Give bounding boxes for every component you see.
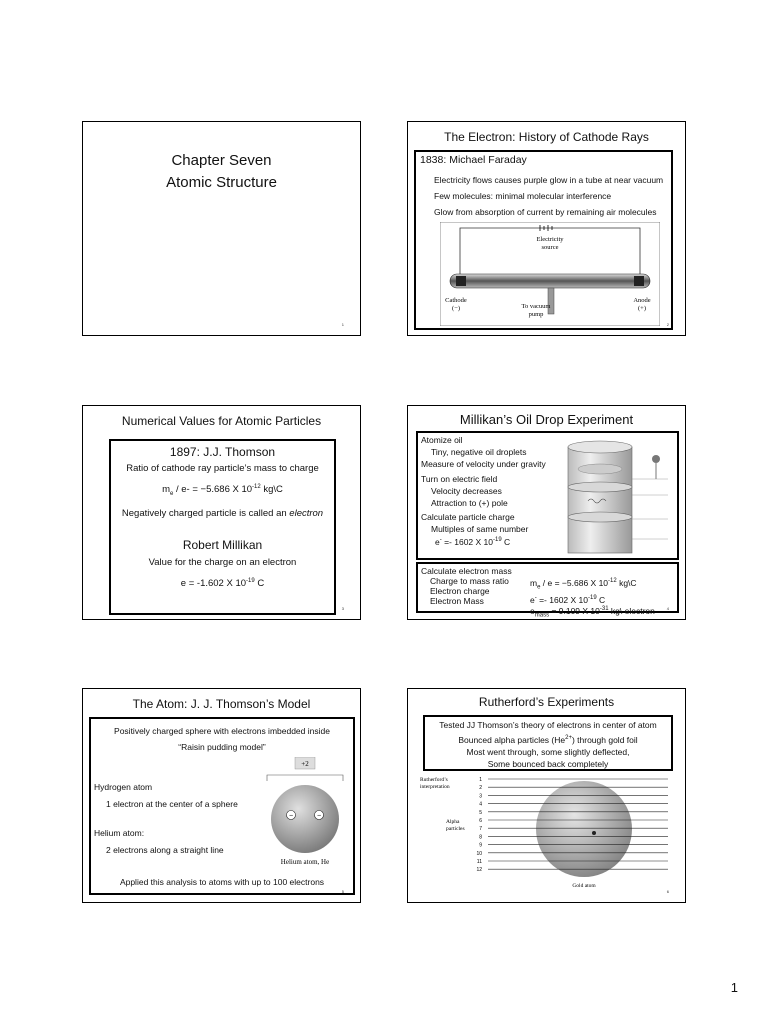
slide-number: 6	[666, 889, 669, 894]
line: Most went through, some slightly deflected,	[466, 746, 630, 757]
interpretation-label-1: Rutherford’s	[420, 777, 448, 783]
box-content	[111, 444, 334, 593]
ray-number: 7	[479, 826, 482, 833]
helium-heading: Helium atom:	[94, 828, 145, 838]
ray-number: 1	[479, 777, 482, 783]
bullet: Electricity flows causes purple glow in a tube at near vacuum	[434, 175, 664, 185]
bullet: Glow from absorption of current by remaining air molecules	[434, 207, 657, 217]
content-box	[109, 439, 336, 615]
oil-drop-apparatus-diagram	[560, 439, 676, 557]
experiment-text	[425, 719, 671, 771]
step-line: Measure of velocity under gravity	[421, 458, 546, 469]
slide-number: 4	[666, 606, 669, 611]
nucleus-charge: +2	[301, 760, 309, 768]
interpretation-label-2: interpretation	[420, 784, 450, 790]
anode-sign: (+)	[638, 305, 646, 312]
slide-6-title: Rutherford’s Experiments	[478, 695, 615, 709]
charge-value-line: Value for the charge on an electron	[148, 557, 297, 569]
ray-number: 2	[479, 785, 482, 792]
electron-minus: −	[288, 812, 294, 820]
content-box	[414, 150, 673, 330]
calc-value	[530, 604, 655, 620]
eq-m: m	[162, 484, 170, 496]
ray-number: 3	[479, 793, 482, 800]
positive-sphere	[271, 785, 339, 853]
eq2-unit: C	[254, 578, 265, 590]
slide-3	[82, 405, 361, 620]
v-sup: -19	[588, 594, 597, 601]
charge-unit: C	[501, 537, 511, 548]
pump-label-2: pump	[528, 311, 544, 318]
intro-line-1: Positively charged sphere with electrons imbedded inside	[114, 726, 330, 736]
step-line: Attraction to (+) pole	[431, 497, 508, 508]
ray-number: 12	[476, 867, 482, 874]
charge-body: =- 1602 X 10	[441, 537, 494, 548]
helium-atom-diagram	[261, 757, 349, 869]
v-sup: -12	[608, 578, 617, 584]
slide-1-title	[83, 150, 360, 194]
vacuum-pipe	[548, 288, 554, 314]
v-c: kg\ electron	[608, 606, 655, 617]
alpha-label-1: Alpha	[446, 819, 460, 825]
v-sub: mass	[534, 612, 550, 619]
v-a: m	[530, 577, 538, 588]
hydrogen-heading: Hydrogen atom	[94, 782, 153, 792]
line-sup: 2+	[565, 734, 572, 741]
slide-4-title: Millikan’s Oil Drop Experiment	[459, 412, 634, 427]
v-c: C	[596, 594, 606, 605]
charge-sup: -	[439, 537, 442, 544]
eq-body: / e- = −5.686 X 10	[173, 484, 253, 496]
glass-tube	[450, 274, 650, 288]
v-b: = 9.109 X 10	[549, 606, 600, 617]
v-b: / e = −5.686 X 10	[540, 577, 609, 588]
cathode-ray-tube-diagram	[440, 222, 660, 326]
calc-label: Electron charge	[430, 586, 490, 596]
source-label-1: Electricity	[536, 236, 564, 243]
content-box	[89, 717, 355, 895]
line: Some bounced back completely	[487, 759, 609, 770]
source-label-2: source	[541, 244, 559, 251]
line-b: ) through gold foil	[571, 734, 638, 745]
slide-number: 1	[341, 322, 344, 327]
ray-number: 9	[479, 842, 482, 849]
eq2-sup: -19	[246, 578, 255, 585]
intro-line-2: “Raisin pudding model”	[178, 742, 266, 752]
slide-4	[407, 405, 686, 620]
charge-e: e	[435, 537, 440, 548]
cathode-label: Cathode	[445, 297, 467, 304]
atomizer-icon	[652, 455, 660, 463]
millikan-heading: Robert Millikan	[182, 538, 263, 553]
helium-desc: 2 electrons along a straight line	[106, 845, 224, 855]
step-line: Velocity decreases	[431, 486, 502, 497]
ratio-line: Ratio of cathode ray particle’s mass to charge	[126, 463, 319, 474]
calc-label: Electron Mass	[430, 596, 484, 606]
slide-number: 3	[341, 606, 344, 611]
calc-labels	[430, 576, 509, 606]
slide-3-title: Numerical Values for Atomic Particles	[121, 414, 322, 428]
eq2-body: e = -1.602 X 10	[180, 578, 247, 590]
alpha-label-2: particles	[446, 826, 465, 832]
v-a: e	[530, 606, 535, 617]
eq-sub: e	[170, 491, 174, 498]
slide-number: 5	[341, 889, 344, 894]
line-a: Bounced alpha particles (He	[458, 734, 566, 745]
thomson-heading: 1897: J.J. Thomson	[169, 445, 276, 459]
ray-number: 11	[476, 859, 482, 865]
calc-values	[530, 576, 655, 620]
electron-mass-box	[416, 562, 679, 619]
pump-label-1: To vacuum	[521, 303, 551, 310]
slide-1	[82, 121, 361, 336]
title-line-1: Chapter Seven	[171, 152, 272, 169]
line: Tested JJ Thomson’s theory of electrons in center of atom	[439, 720, 657, 730]
bullet: Few molecules: minimal molecular interference	[434, 191, 612, 201]
experiment-box	[416, 431, 679, 560]
ray-number: 10	[476, 850, 482, 857]
calc-value	[530, 576, 655, 593]
experiment-steps	[421, 435, 561, 549]
gold-atom-label: Gold atom	[572, 883, 596, 889]
intro-text	[91, 723, 353, 755]
charge-exp: -19	[493, 537, 502, 544]
cathode	[456, 276, 466, 286]
step-line: Turn on electric field	[421, 474, 498, 485]
mass-charge-equation	[111, 478, 334, 504]
calc-label: Charge to mass ratio	[430, 576, 509, 586]
ray-number: 4	[479, 801, 482, 808]
content-box	[423, 715, 673, 771]
ray-number: 5	[479, 809, 482, 816]
slide-number: 2	[666, 322, 669, 327]
slide-2	[407, 121, 686, 336]
nucleus	[592, 831, 596, 835]
bullet-list	[434, 172, 663, 220]
anode-label: Anode	[633, 297, 651, 304]
eq-unit: kg\C	[260, 484, 283, 496]
eq-sup: -12	[252, 484, 261, 490]
step-line: Tiny, negative oil droplets	[431, 446, 527, 457]
footer-text: Applied this analysis to atoms with up to 100 electrons	[119, 877, 325, 887]
charge-line	[421, 535, 561, 549]
v-a: e	[530, 594, 535, 605]
slide-5	[82, 688, 361, 903]
step-line: Multiples of same number	[431, 523, 529, 534]
step-line: Calculate particle charge	[421, 511, 515, 522]
v-b: =- 1602 X 10	[536, 594, 589, 605]
line	[425, 732, 671, 746]
electron-word: electron	[289, 508, 324, 520]
cathode-sign: (−)	[452, 305, 460, 312]
calc-heading: Calculate electron mass	[421, 566, 512, 576]
electron-minus: −	[316, 812, 322, 820]
anode	[634, 276, 644, 286]
hydrogen-desc: 1 electron at the center of a sphere	[106, 799, 238, 809]
helium-caption: Helium atom, He	[280, 858, 330, 866]
v-sup: -31	[599, 606, 609, 613]
slide-2-title: The Electron: History of Cathode Rays	[444, 130, 649, 144]
ray-number: 8	[479, 834, 482, 841]
v-c: kg\C	[616, 577, 637, 588]
rutherford-diagram	[416, 771, 678, 889]
charge-equation	[111, 572, 334, 593]
v-minus: -	[534, 594, 537, 601]
step-line: Atomize oil	[421, 435, 463, 445]
calc-value	[530, 593, 655, 605]
slide-6	[407, 688, 686, 903]
v-sub: e	[537, 584, 541, 591]
electron-line	[111, 504, 334, 523]
ray-number: 6	[479, 818, 482, 824]
electron-text: Negatively charged particle is called an	[121, 508, 290, 520]
faraday-heading: 1838: Michael Faraday	[420, 154, 527, 166]
page-number: 1	[730, 980, 738, 995]
atom-descriptions	[94, 779, 238, 859]
title-line-2: Atomic Structure	[166, 174, 277, 191]
slide-5-title: The Atom: J. J. Thomson’s Model	[132, 697, 311, 711]
